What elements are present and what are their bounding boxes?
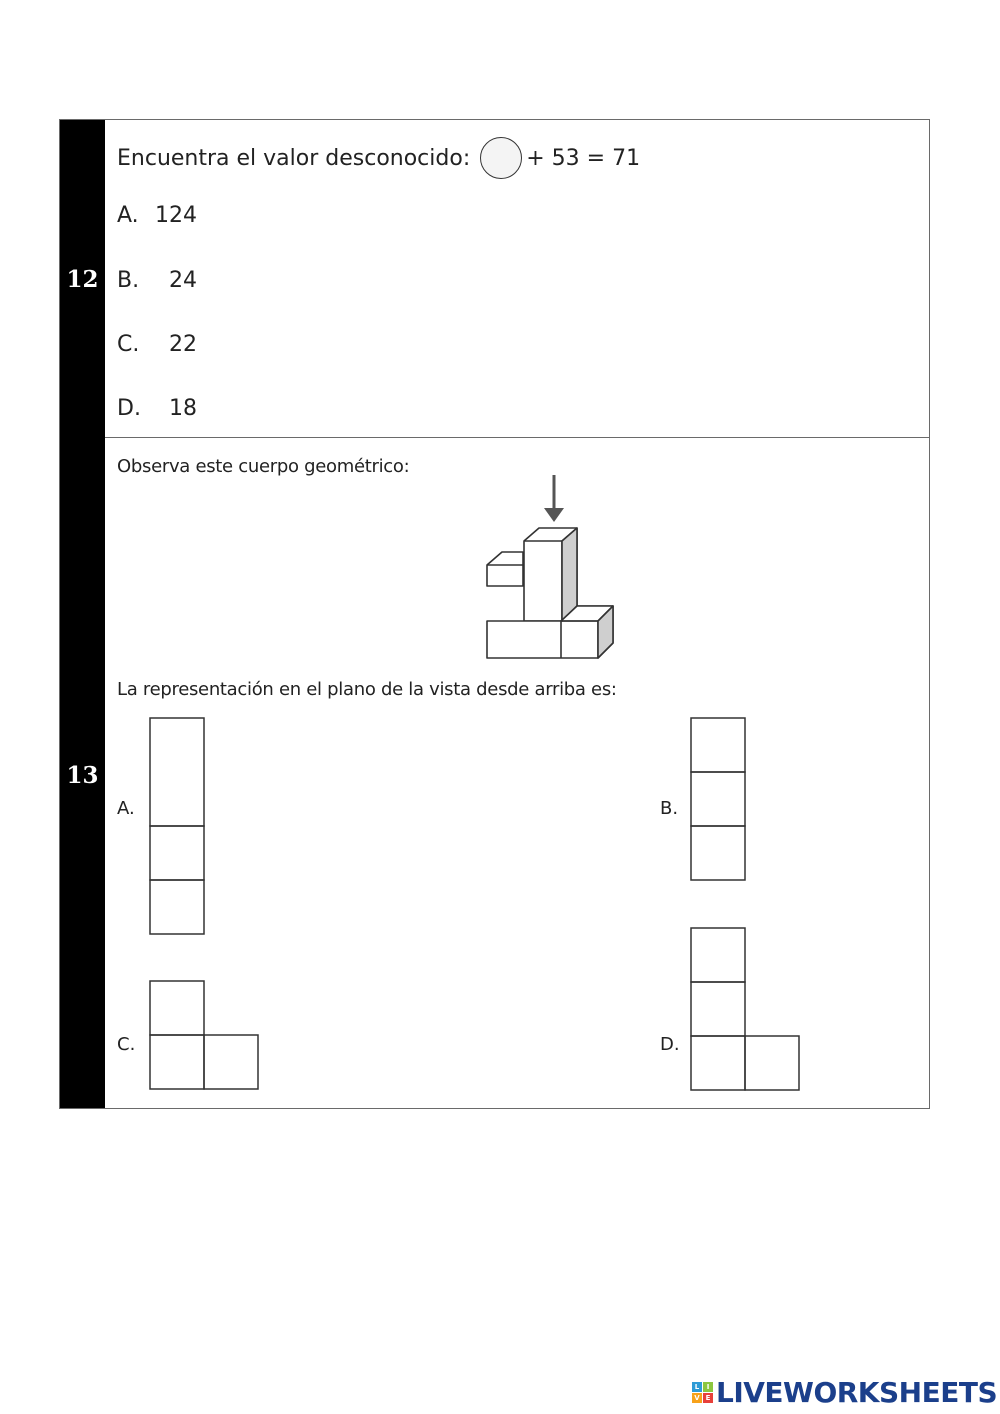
logo-text: LIVEWORKSHEETS	[716, 1376, 998, 1409]
q13-option-b-label[interactable]: B.	[660, 798, 679, 819]
option-letter: C.	[117, 332, 140, 357]
logo-tile: L	[692, 1382, 702, 1392]
q13-option-c-figure[interactable]	[149, 980, 259, 1090]
option-letter: A.	[117, 203, 139, 228]
worksheet-table	[59, 119, 930, 1109]
q13-option-a-figure[interactable]	[149, 717, 205, 935]
logo-tile: V	[692, 1393, 702, 1403]
option-value: 24	[169, 268, 197, 293]
q12-prompt: Encuentra el valor desconocido:	[117, 145, 471, 171]
q13-option-d-label[interactable]: D.	[660, 1034, 680, 1055]
geometric-solid-figure	[480, 470, 640, 665]
liveworksheets-logo[interactable]	[692, 1376, 997, 1409]
logo-tile: E	[703, 1393, 713, 1403]
option-letter: D.	[117, 396, 141, 421]
q12-option-c[interactable]	[117, 332, 197, 357]
logo-grid-icon	[692, 1382, 713, 1403]
logo-tile: I	[703, 1382, 713, 1392]
option-value: 18	[169, 396, 197, 421]
unknown-value-circle[interactable]	[480, 137, 522, 179]
question-number-13: 13	[66, 762, 99, 789]
option-value: 124	[155, 203, 197, 228]
view-direction-arrow-icon	[544, 475, 564, 522]
q12-option-a[interactable]	[117, 203, 197, 228]
q13-prompt: La representación en el plano de la vista desde arriba es:	[117, 679, 617, 700]
q13-option-d-figure[interactable]	[690, 927, 800, 1091]
question-number-column	[60, 120, 105, 1108]
option-value: 22	[169, 332, 197, 357]
row-divider	[105, 437, 929, 438]
q12-option-b[interactable]	[117, 268, 197, 293]
q13-option-c-label[interactable]: C.	[117, 1034, 136, 1055]
question-number-12: 12	[66, 266, 99, 293]
q12-equation: + 53 = 71	[526, 145, 641, 171]
q13-option-b-figure[interactable]	[690, 717, 746, 881]
q13-intro: Observa este cuerpo geométrico:	[117, 456, 410, 477]
q13-option-a-label[interactable]: A.	[117, 798, 135, 819]
option-letter: B.	[117, 268, 140, 293]
q12-option-d[interactable]	[117, 396, 197, 421]
isometric-cubes	[487, 528, 613, 658]
q12-prompt-row	[117, 137, 640, 179]
